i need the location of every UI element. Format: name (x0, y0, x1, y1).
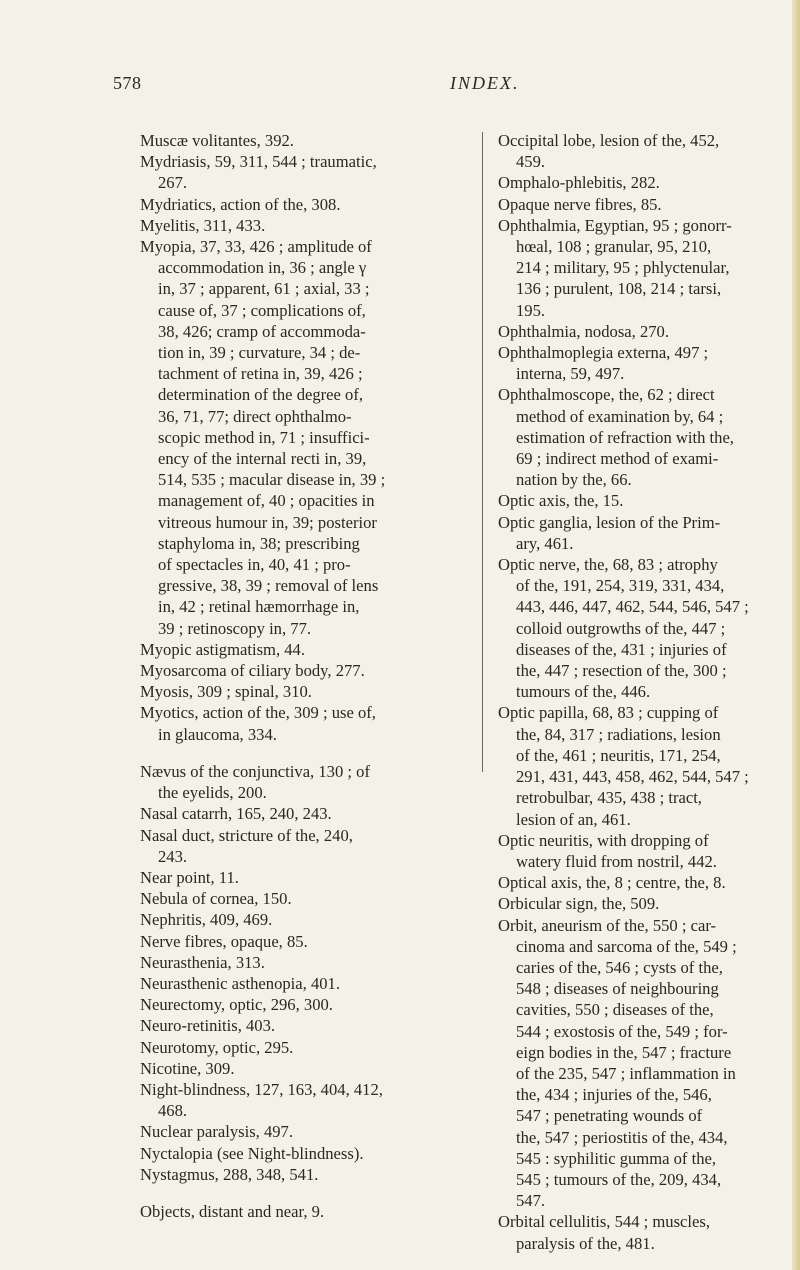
index-entry: Nicotine, 309. (140, 1058, 235, 1078)
index-entry: Opaque nerve fibres, 85. (498, 194, 662, 214)
index-entry: Myosarcoma of ciliary body, 277. (140, 661, 365, 681)
index-entry: Ophthalmia, nodosa, 270. (498, 321, 669, 341)
index-entry: Optical axis, the, 8 ; centre, the, 8. (498, 873, 726, 893)
index-entry: Nyctalopia (see Night-blindness). (140, 1143, 364, 1163)
running-head: INDEX. (450, 73, 520, 93)
index-entry: Mydriasis, 59, 311, 544 ; traumatic, 267. (140, 152, 377, 193)
index-entry: Nasal duct, stricture of the, 240, 243. (140, 825, 353, 866)
index-entry: Muscæ volitantes, 392. (140, 131, 294, 150)
index-entry: Nerve fibres, opaque, 85. (140, 931, 308, 951)
index-entry: Night-blindness, 127, 163, 404, 412, 468. (140, 1079, 383, 1121)
index-entry: Myopia, 37, 33, 426 ; amplitude of accommodation in, 36 ; angle γ in, 37 ; apparent, 61 ; axial, 33 ; cause of, 37 ; complications of, 38, 426; cramp of accommoda- tion in, 39 ; curvature, 34 ; de- tachment of retina in, 39, 426 ; determination of the degree of, 36, 71, 77; direct ophthalmo- scopic method in, 71 ; insuffici- ency of the internal recti in, 39, 514, 535 ; macular disease in, 39 ; management of, 40 ; opacities in vitreous humour in, 39; posterior staphyloma in, 38; prescribing of spectacles in, 40, 41 ; pro- gressive, 38, 39 ; removal of lens in, 42 ; retinal hæmorrhage in, 39 ; retinoscopy in, 77. (140, 237, 386, 638)
index-entry: Orbit, aneurism of the, 550 ; car- cinoma and sarcoma of the, 549 ; caries of the, 546 ; cysts of the, 548 ; diseases of neighbouring cavities, 550 ; diseases of the, 544 ; exostosis of the, 549 ; for- eign bodies in the, 547 ; fracture of the 235, 547 ; inflammation in the, 434 ; injuries of the, 546, 547 ; penetrating wounds of the, 547 ; periostitis of the, 434, 545 : syphilitic gumma of the, 545 ; tumours of the, 209, 434, 547. (498, 915, 737, 1211)
index-entry: Nævus of the conjunctiva, 130 ; of the eyelids, 200. (140, 761, 370, 803)
index-entry: Occipital lobe, lesion of the, 452, 459. (498, 131, 720, 172)
index-entry: Optic neuritis, with dropping of watery fluid from nostril, 442. (498, 830, 717, 871)
index-entry: Neurectomy, optic, 296, 300. (140, 995, 333, 1015)
index-entry: Optic ganglia, lesion of the Prim- ary, 461. (498, 512, 721, 553)
column-divider (482, 132, 483, 772)
index-entry: Neuro-retinitis, 403. (140, 1016, 276, 1036)
index-entry: Near point, 11. (140, 867, 239, 887)
index-entry: Optic axis, the, 15. (498, 491, 624, 511)
index-entry: Neurasthenic asthenopia, 401. (140, 973, 340, 993)
index-entry: Ophthalmoplegia externa, 497 ; interna, 59, 497. (498, 343, 709, 384)
index-entry: Myosis, 309 ; spinal, 310. (140, 682, 312, 702)
index-entry: Nuclear paralysis, 497. (140, 1122, 293, 1142)
index-entry: Objects, distant and near, 9. (140, 1201, 325, 1221)
index-entry: Neurasthenia, 313. (140, 952, 265, 972)
index-column-left (140, 130, 467, 1222)
index-entry: Myelitis, 311, 433. (140, 215, 266, 235)
index-entry: Optic nerve, the, 68, 83 ; atrophy of the, 191, 254, 319, 331, 434, 443, 446, 447, 462, 544, 546, 547 ; colloid outgrowths of the, 447 ; diseases of the, 431 ; injuries of the, 447 ; resection of the, 300 ; tumours of the, 446. (498, 555, 749, 702)
index-entry: Myopic astigmatism, 44. (140, 639, 306, 659)
index-entry: Ophthalmoscope, the, 62 ; direct method of examination by, 64 ; estimation of refraction with the, 69 ; indirect method of exami- nation by the, 66. (498, 385, 734, 490)
index-entry: Orbicular sign, the, 509. (498, 894, 660, 914)
index-entry: Orbital cellulitis, 544 ; muscles, paralysis of the, 481. (498, 1212, 710, 1253)
index-column-right (498, 130, 792, 1254)
index-entry: Omphalo-phlebitis, 282. (498, 173, 660, 193)
index-entry: Nephritis, 409, 469. (140, 910, 273, 930)
index-entry: Nystagmus, 288, 348, 541. (140, 1164, 319, 1184)
index-entry: Ophthalmia, Egyptian, 95 ; gonorr- hœal, 108 ; granular, 95, 210, 214 ; military, 95 ; phlyctenular, 136 ; purulent, 108, 214 ; tarsi, 195. (498, 215, 732, 320)
index-entry: Optic papilla, 68, 83 ; cupping of the, 84, 317 ; radiations, lesion of the, 461 ; neuritis, 171, 254, 291, 431, 443, 458, 462, 544, 547 ; retrobulbar, 435, 438 ; tract, lesion of an, 461. (498, 703, 749, 829)
page-number: 578 (113, 73, 142, 93)
page-edge (792, 0, 800, 1270)
index-entry: Neurotomy, optic, 295. (140, 1037, 294, 1057)
index-entry: Nebula of cornea, 150. (140, 889, 292, 909)
index-entry: Nasal catarrh, 165, 240, 243. (140, 804, 332, 824)
index-entry: Mydriatics, action of the, 308. (140, 194, 341, 214)
index-entry: Myotics, action of the, 309 ; use of, in glaucoma, 334. (140, 703, 376, 744)
